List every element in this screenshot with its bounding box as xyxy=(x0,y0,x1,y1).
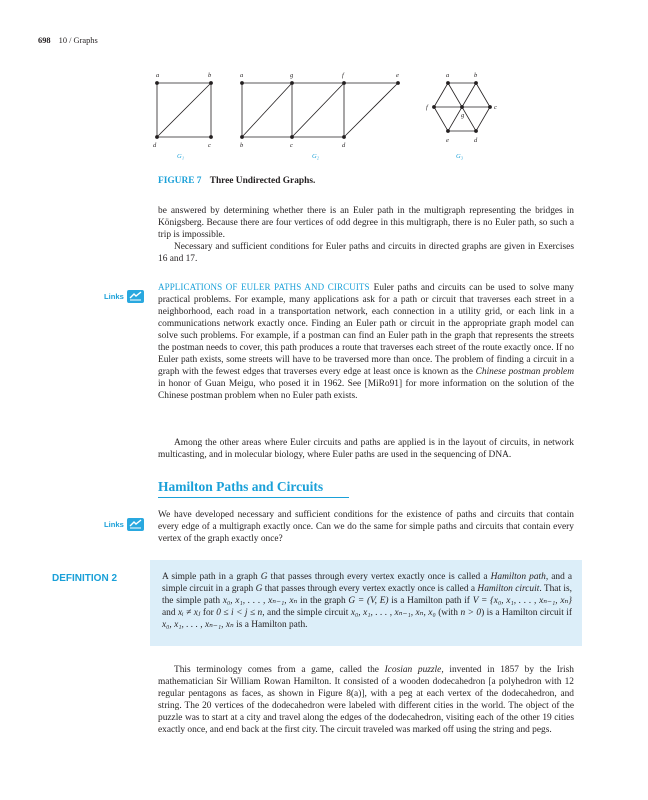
applications-heading: APPLICATIONS OF EULER PATHS AND CIRCUITS xyxy=(158,282,370,292)
vertex-label: a xyxy=(446,72,450,79)
vertex-a xyxy=(446,81,450,85)
paragraph-other-areas: Among the other areas where Euler circuits and paths are applied is in the layout of circuits, in network multicasting, and in molecular biology, where Euler paths are used in the sequencing of DNA. xyxy=(158,438,574,460)
vertex-e xyxy=(446,129,450,133)
vertex-label: d xyxy=(153,142,157,149)
running-header xyxy=(38,36,98,45)
vertex-f xyxy=(432,105,436,109)
vertex-e xyxy=(396,81,400,85)
vertex-a xyxy=(240,81,244,85)
vertex-d xyxy=(342,135,346,139)
graph-name: G₁ xyxy=(177,153,184,160)
graph-g2 xyxy=(234,70,416,166)
vertex-label: f xyxy=(426,104,428,111)
links-icon xyxy=(127,290,144,303)
term-hamilton-path: Hamilton path xyxy=(490,572,546,582)
vertex-d xyxy=(155,135,159,139)
vertex-label: c xyxy=(290,142,293,149)
vertex-c xyxy=(209,135,213,139)
vertex-a xyxy=(155,81,159,85)
paragraph-hamilton-intro: We have developed necessary and sufficient conditions for the existence of paths and circuits that contain every edge of a multigraph exactly once. Can we do the same for simple paths and circuits that contain every vertex of the graph exactly once? xyxy=(158,510,574,544)
paragraph-icosian: This terminology comes from a game, called the Icosian puzzle, invented in 1857 by the Irish mathematician Sir William Rowan Hamilton. It consisted of a wooden dodecahedron [a polyhedron with 12 regular pentagons as faces, as shown in Figure 8(a)], with a peg at each vertex of the dodecahedron, and string. The 20 vertices of the dodecahedron were labeled with different cities in the world. The object of the puzzle was to start at a city and travel along the edges of the dodecahedron, visiting each of the other 19 cities exactly once, and end back at the first city. The circuit traveled was marked off using the string and pegs. xyxy=(158,665,574,735)
links-label: Links xyxy=(104,291,124,301)
figure-caption-text: Three Undirected Graphs. xyxy=(209,176,316,186)
vertex-label: e xyxy=(396,72,399,79)
edge-f-c xyxy=(292,83,344,137)
definition-label: DEFINITION 2 xyxy=(52,573,118,584)
vertex-c xyxy=(488,105,492,109)
vertex-b xyxy=(240,135,244,139)
edge-c-d xyxy=(476,107,490,131)
links-badge[interactable] xyxy=(104,289,148,303)
links-label: Links xyxy=(104,519,124,529)
vertex-label: g xyxy=(461,112,465,119)
edge-e-d xyxy=(344,83,398,137)
term-icosian-puzzle: Icosian puzzle xyxy=(384,665,442,675)
links-badge[interactable] xyxy=(104,517,148,531)
vertex-c xyxy=(290,135,294,139)
figure-caption xyxy=(158,176,315,186)
vertex-g xyxy=(290,81,294,85)
vertex-label: b xyxy=(208,72,212,79)
vertex-label: f xyxy=(342,72,344,79)
vertex-b xyxy=(474,81,478,85)
term-hamilton-circuit: Hamilton circuit xyxy=(477,584,540,594)
graph-g3 xyxy=(420,70,504,166)
vertex-label: e xyxy=(446,137,449,144)
paragraph-directed-conditions: Necessary and sufficient conditions for Euler paths and circuits in directed graphs are given in Exercises 16 and 17. xyxy=(158,242,574,264)
vertex-label: c xyxy=(208,142,211,149)
applications-text-a: Euler paths and circuits can be used to solve many practical problems. For example, many applications ask for a path or circuit that traverses each street in a neighborhood, each road in a transportation network, each connection in a utility grid, or each link in a communications network exactly once. Finding an Euler path or circuit in the appropriate graph model can solve such problems. For example, if a postman can find an Euler path in the graph that represents the streets the postman needs to cover, this path produces a route that traverses each street of the route exactly once. If no Euler path exists, some streets will have to be traversed more than once. The problem of finding a circuit in a graph with the fewest edges that traverses every edge at least once is known as the xyxy=(158,283,574,377)
vertex-label: a xyxy=(240,72,244,79)
vertex-label: b xyxy=(474,72,478,79)
edge-f-a xyxy=(434,83,448,107)
chinese-postman-term: Chinese postman problem xyxy=(475,367,574,377)
vertex-g xyxy=(460,105,464,109)
graph-g1 xyxy=(148,70,222,166)
vertex-label: d xyxy=(474,137,478,144)
graph-name: G₂ xyxy=(312,153,319,160)
vertex-label: c xyxy=(494,104,497,111)
edge-b-c xyxy=(476,83,490,107)
graph-name: G₃ xyxy=(456,153,463,160)
figure-label: FIGURE 7 xyxy=(158,176,202,186)
links-icon xyxy=(127,518,144,531)
vertex-label: g xyxy=(290,72,294,79)
vertex-d xyxy=(474,129,478,133)
chapter-title: 10 / Graphs xyxy=(58,36,98,45)
paragraph-applications xyxy=(158,281,574,402)
page-number: 698 xyxy=(38,36,51,45)
vertex-label: a xyxy=(156,72,160,79)
paragraph-konigsberg: be answered by determining whether there is an Euler path in the multigraph representing the bridges in Königsberg. Because there are four vertices of odd degree in this multigraph, there is no Euler path, so such a trip is impossible. xyxy=(158,206,574,240)
edge-e-f xyxy=(434,107,448,131)
section-title: Hamilton Paths and Circuits xyxy=(158,479,324,494)
vertex-b xyxy=(209,81,213,85)
vertex-label: d xyxy=(342,142,346,149)
edge-g-b xyxy=(242,83,292,137)
vertex-f xyxy=(342,81,346,85)
definition-text: A simple path in a graph G that passes through every vertex exactly once is called a Hamilton path, and a simple circuit in a graph G that passes through every vertex exactly once is called a Hamilton circuit. That is, the simple path x₀, x₁, . . . , xₙ₋₁, xₙ in the graph G = (V, E) is a Hamilton path if V = {x₀, x₁, . . . , xₙ₋₁, xₙ} and xᵢ ≠ xⱼ for 0 ≤ i < j ≤ n, and the simple circuit x₀, x₁, . . . , xₙ₋₁, xₙ, x₀ (with n > 0) is a Hamilton circuit if x₀, x₁, . . . , xₙ₋₁, xₙ is a Hamilton path. xyxy=(162,572,573,630)
applications-text-b: in honor of Guan Meigu, who posed it in 1962. See [MiRo91] for more information on the solution of the Chinese postman problem when no Euler path exists. xyxy=(158,379,574,401)
vertex-label: b xyxy=(240,142,244,149)
section-rule xyxy=(158,497,349,498)
edge-b-d xyxy=(157,83,211,137)
